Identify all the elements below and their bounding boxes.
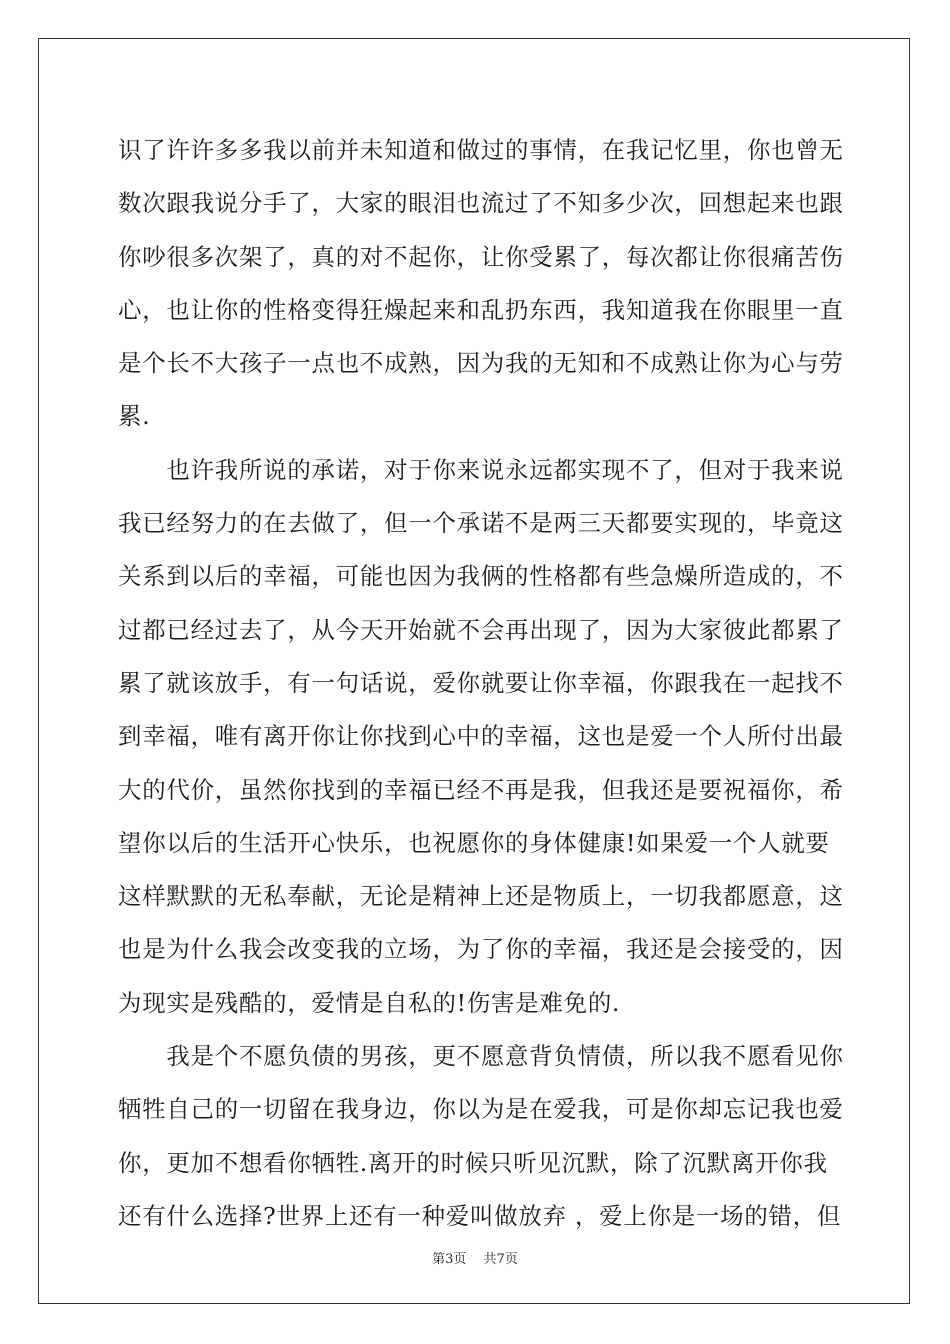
text-line: 是个长不大孩子一点也不成熟，因为我的无知和不成熟让你为心与劳 xyxy=(118,349,844,378)
text-line: 牺牲自己的一切留在我身边，你以为是在爱我，可是你却忘记我也爱 xyxy=(118,1095,844,1124)
text-line: 我已经努力的在去做了，但一个承诺不是两三天都要实现的，毕竟这 xyxy=(118,509,844,538)
text-line: 也是为什么我会改变我的立场，为了你的幸福，我还是会接受的，因 xyxy=(118,935,844,964)
text-line: 这样默默的无私奉献，无论是精神上还是物质上，一切我都愿意，这 xyxy=(118,882,844,911)
text-line: 你，更加不想看你牺牲.离开的时候只听见沉默，除了沉默离开你我 xyxy=(118,1148,828,1177)
text-line: 大的代价，虽然你找到的幸福已经不再是我，但我还是要祝福你，希 xyxy=(118,775,844,804)
text-line: 关系到以后的幸福，可能也因为我俩的性格都有些急燥所造成的，不 xyxy=(118,562,844,591)
text-line: 累了就该放手，有一句话说，爱你就要让你幸福，你跟我在一起找不 xyxy=(118,668,844,697)
text-line: 还有什么选择?世界上还有一种爱叫做放弃 ，爱上你是一场的错，但 xyxy=(118,1201,842,1230)
text-line: 累. xyxy=(118,402,151,431)
text-line: 心，也让你的性格变得狂燥起来和乱扔东西，我知道我在你眼里一直 xyxy=(118,295,844,324)
text-line: 识了许许多多我以前并未知道和做过的事情，在我记忆里，你也曾无 xyxy=(118,136,844,164)
text-line: 过都已经过去了，从今天开始就不会再出现了，因为大家彼此都累了 xyxy=(118,615,844,644)
text-line: 到幸福，唯有离开你让你找到心中的幸福，这也是爱一个人所付出最 xyxy=(118,722,844,751)
text-line: 望你以后的生活开心快乐，也祝愿你的身体健康!如果爱一个人就要 xyxy=(118,828,830,857)
document-body xyxy=(118,124,844,1243)
text-line: 数次跟我说分手了，大家的眼泪也流过了不知多少次，回想起来也跟 xyxy=(118,189,844,218)
paragraph-start-line: 也许我所说的承诺，对于你来说永远都实现不了，但对于我来说 xyxy=(118,455,844,484)
text-line: 为现实是残酷的，爱情是自私的!伤害是难免的. xyxy=(118,988,621,1017)
text-line: 你吵很多次架了，真的对不起你，让你受累了，每次都让你很痛苦伤 xyxy=(118,242,844,271)
page-number-footer: 第3页 共7页 xyxy=(432,1252,518,1267)
paragraph-start-line: 我是个不愿负债的男孩，更不愿意背负情债，所以我不愿看见你 xyxy=(118,1042,844,1071)
